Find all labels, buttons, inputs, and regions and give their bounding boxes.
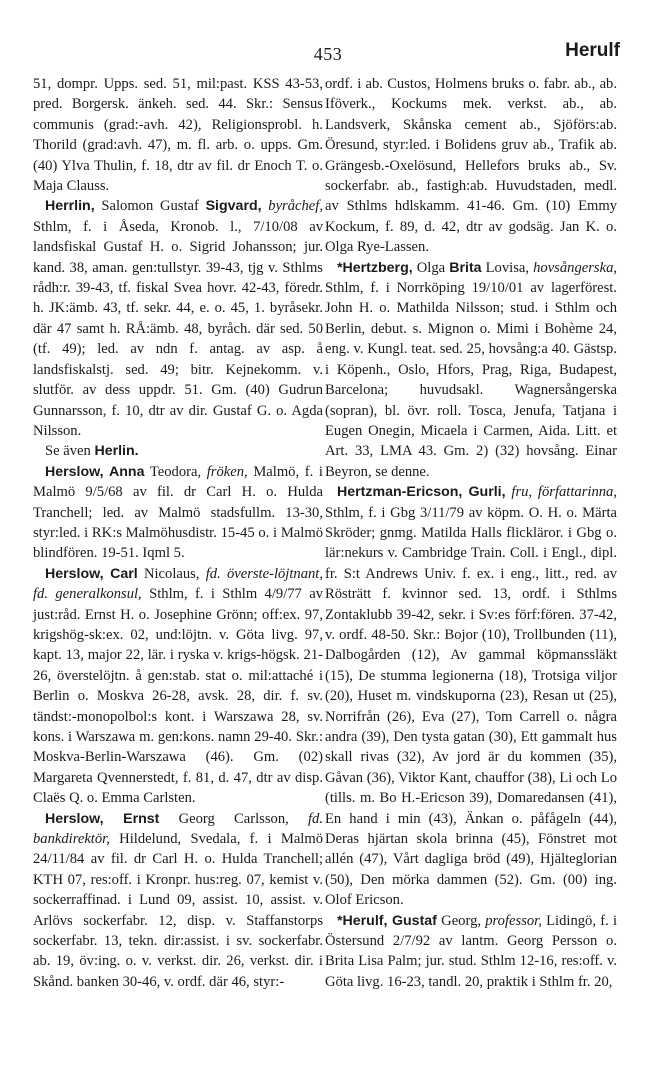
left-column [33,74,323,992]
see-also-name: Herlin. [94,443,139,460]
entry-name: Herrlin, [45,198,95,215]
right-column [325,74,617,992]
entry-title: fd. bankdirektör, [33,810,323,848]
entry-given-names: Salomon Gustaf [94,198,206,215]
see-also-prefix: Se även [45,443,95,460]
entry-text: Sthlm, f. i Åseda, Kronob. l., 7/10/08 av landsfiskal Gustaf H. o. Sigrid Johansson; jur. kand. 38, aman. gen:tullstyr. 39-43, tjg v. Sthlms rådh:r. 39-43, tf. fiskal Svea hovr. 42-43, föredr. h. JK:ämb. 43, tf. sekr. 44, e. o. 45, 1. byråsekr. där 47 samt h. RÅ:ämb. 48, byråch. där sed. 50 (tf. 49); led. av ndn f. antag. av asp. å landsfiskalstj. sed. 49; bitr. Kejnekomm. v. slutför. av dess uppdr. 51. Gm. (40) Gudrun Gunnarsson, f. 10, dtr av dir. Gustaf G. o. Agda Nilsson. [33,218,323,439]
entry-name: Herslow, Ernst [45,810,160,827]
running-head: Herulf [565,40,620,61]
entry-text: Lidingö, f. i Östersund 2/7/92 av lantm. Georg Persson o. Brita Lisa Palm; jur. stud. Sthlm 12-16, res:off. v. Göta livg. 16-23, tandl. 20, praktik i Sthlm fr. 20, [325,912,618,990]
entry-herslow-carl [33,564,323,809]
entry-text: Sthlm, f. i Norrköping 19/10/01 av lagerförest. John H. o. Mathilda Nilsson; stud. i Sthlm och Berlin, debut. s. Mignon o. Mimi i Bohème 24, eng. v. Kungl. teat. sed. 25, hovsång:a 40. Gästsp. i Köpenh., Oslo, Hfors, Prag, Riga, Budapest, Barcelona; huvudsakl. Wagnersångerska (sopran), bl. övr. roll. Tosca, Jenufa, Tatjana i Eugen Onegin, Micaela i Carmen, Aida. Litt. et Art. 33, LMA 43. Gm. 2) (32) hovsång. Einar Beyron, se denne. [325,280,617,480]
entry-text: Sthlm, f. i Sthlm 4/9/77 av just:råd. Ernst H. o. Josephine Grönn; off:ex. 97, krigshög-sk:ex. 02, und:löjtn. v. Göta livg. 97, kapt. 13, major 22, lär. i ryska v. krigs-högsk. 21-26, överstelöjtn. å gen:stab. stat o. mil:attaché i Berlin o. Moskva 26-28, avsk. 28, dir. f. sv. tändst:-monopolbol:s kont. i Warszawa 28, sv. kons. i Warszawa m. gen:kons. namn 29-40. Skr.: Moskva-Berlin-Warszawa (46). Gm. (02) Margareta Qvennerstedt, f. 81, d. 47, dtr av disp. Claës Q. o. Emma Carlsten. [33,586,324,807]
entry-title: fd. överste-löjtnant, fd. generalkonsul, [33,565,323,603]
entry-title: fröken, [206,463,248,480]
entry-continuation: ordf. i ab. Custos, Holmens bruks o. fabr. ab., ab. Iföverk., Kockums mek. verkst. ab., ab. Landsverk, Skånska cement ab., Sjöförs:ab. Öresund, styr:led. i Bolidens gruv ab., Trafik ab. Grängesb.-Oxelösund, Hellefors bruks ab., Sv. sockerfabr. ab., fastigh:ab. Huvudstaden, medl. av Sthlms hdlskamm. 41-46. Gm. (10) Emmy Kockum, f. 89, d. 42, dtr av godsäg. Jan K. o. Olga Rye-Lassen. [325,76,617,256]
entry-title: byråchef, [261,198,323,215]
entry-herulf [325,911,617,993]
entry-herrlin [33,196,323,441]
entry-given-bold: Sigvard, [205,198,262,215]
entry-name: Hertzman-Ericson, Gurli, [337,484,506,501]
entry-continuation: 51, dompr. Upps. sed. 51, mil:past. KSS 43-53, pred. Borgersk. änkeh. sed. 44. Skr.: Sensus communis (grad:-avh. 42), Religionsprobl. h. Thorild (grad:avh. 47), m. fl. arb. o. upps. Gm. (40) Ylva Thulin, f. 18, dtr av fil. dr Enoch T. o. Maja Clauss. [33,76,323,195]
entry-name: Herslow, Anna [45,463,145,480]
entry-given-names: Olga [412,259,450,276]
entry-text: Malmö, f. i Malmö 9/5/68 av fil. dr Carl H. o. Hulda Tranchell; led. av Malmö stadsfullm. 13-30, styr:led. i RK:s Malmöhusdistr. 15-45 o. i Malmö blindfören. 19-51. Iqml 5. [33,463,323,562]
see-also [33,441,323,461]
entry-text: Sthlm, f. i Gbg 3/11/79 av köpm. O. H. o. Märta Skröder; gnmg. Matilda Halls flickläror. i Gbg o. lär:nekurs v. Cambridge Train. Coll. i Engl., dipl. fr. S:t Andrews Univ. f. ex. i eng., litt., red. av Rösträtt f. kvinnor sed. 13, ordf. i Sthlms Zontaklubb 39-42, sekr. i Sv:es förf:fören. 37-42, v. ordf. 48-50. Skr.: Bojor (10), Trollbunden (11), Dalbogården (12), Av gammal köpmanssläkt (15), De stumma legionerna (18), Trotsiga viljor (20), Huset m. vindskuporna (23), Resan ut (25), Norrifrån (26), Eva (27), Tom Carrell o. några andra (39), Den tysta gatan (30), Ett gammalt hus skall rivas (32), Av jord är du kommen (35), Gåvan (36), Viktor Kant, chauffor (38), Li och Lo (tills. m. Bo H.-Ericson 39), Domaredansen (41), En hand i min (43), Änkan o. påfågeln (44), Deras hjärtan skola brinna (45), Fönstret mot allén (47), Vårt dagliga bröd (49), Hjälteglorian (50), Den mörka dammen (52). Gm. (00) ing. Olof Ericson. [325,504,617,909]
entry-herslow-anna [33,462,323,564]
entry-name: Herslow, Carl [45,565,138,582]
entry-name: *Hertzberg, [337,259,413,276]
entry-given-names: Nicolaus, [137,565,206,582]
entry-given-names-2: Lovisa, [481,259,534,276]
entry-hertzman-ericson [325,482,617,911]
entry-title: professor, [485,912,542,929]
entry-given-names: Georg Carlsson, [159,810,308,827]
entry-title: hovsångerska, [533,259,618,276]
entry-title: fru, författarinna, [505,484,617,501]
entry-given-names: Teodora, [144,463,207,480]
entry-given-bold: Brita [449,259,482,276]
entry-herslow-ernst [33,809,323,993]
entry-given-names: Georg, [436,912,486,929]
entry-name: *Herulf, Gustaf [337,912,437,929]
entry-hertzberg [325,258,617,482]
entry-text: Hildelund, Svedala, f. i Malmö 24/11/84 av fil. dr Carl H. o. Hulda Tranchell; KTH 07, res:off. i Kronpr. hus:reg. 07, kemist v. sockerraffinad. i Lund 09, assist. 10, assist. v. Arlövs sockerfabr. 12, disp. v. Staffanstorps sockerfabr. 13, tekn. dir:assist. i sv. sockerfabr. ab. 19, öv:ing. o. v. verkst. dir. 26, verkst. dir. i Skånd. banken 30-46, v. ordf. där 46, styr:- [33,831,323,990]
page-number: 453 [313,44,343,64]
